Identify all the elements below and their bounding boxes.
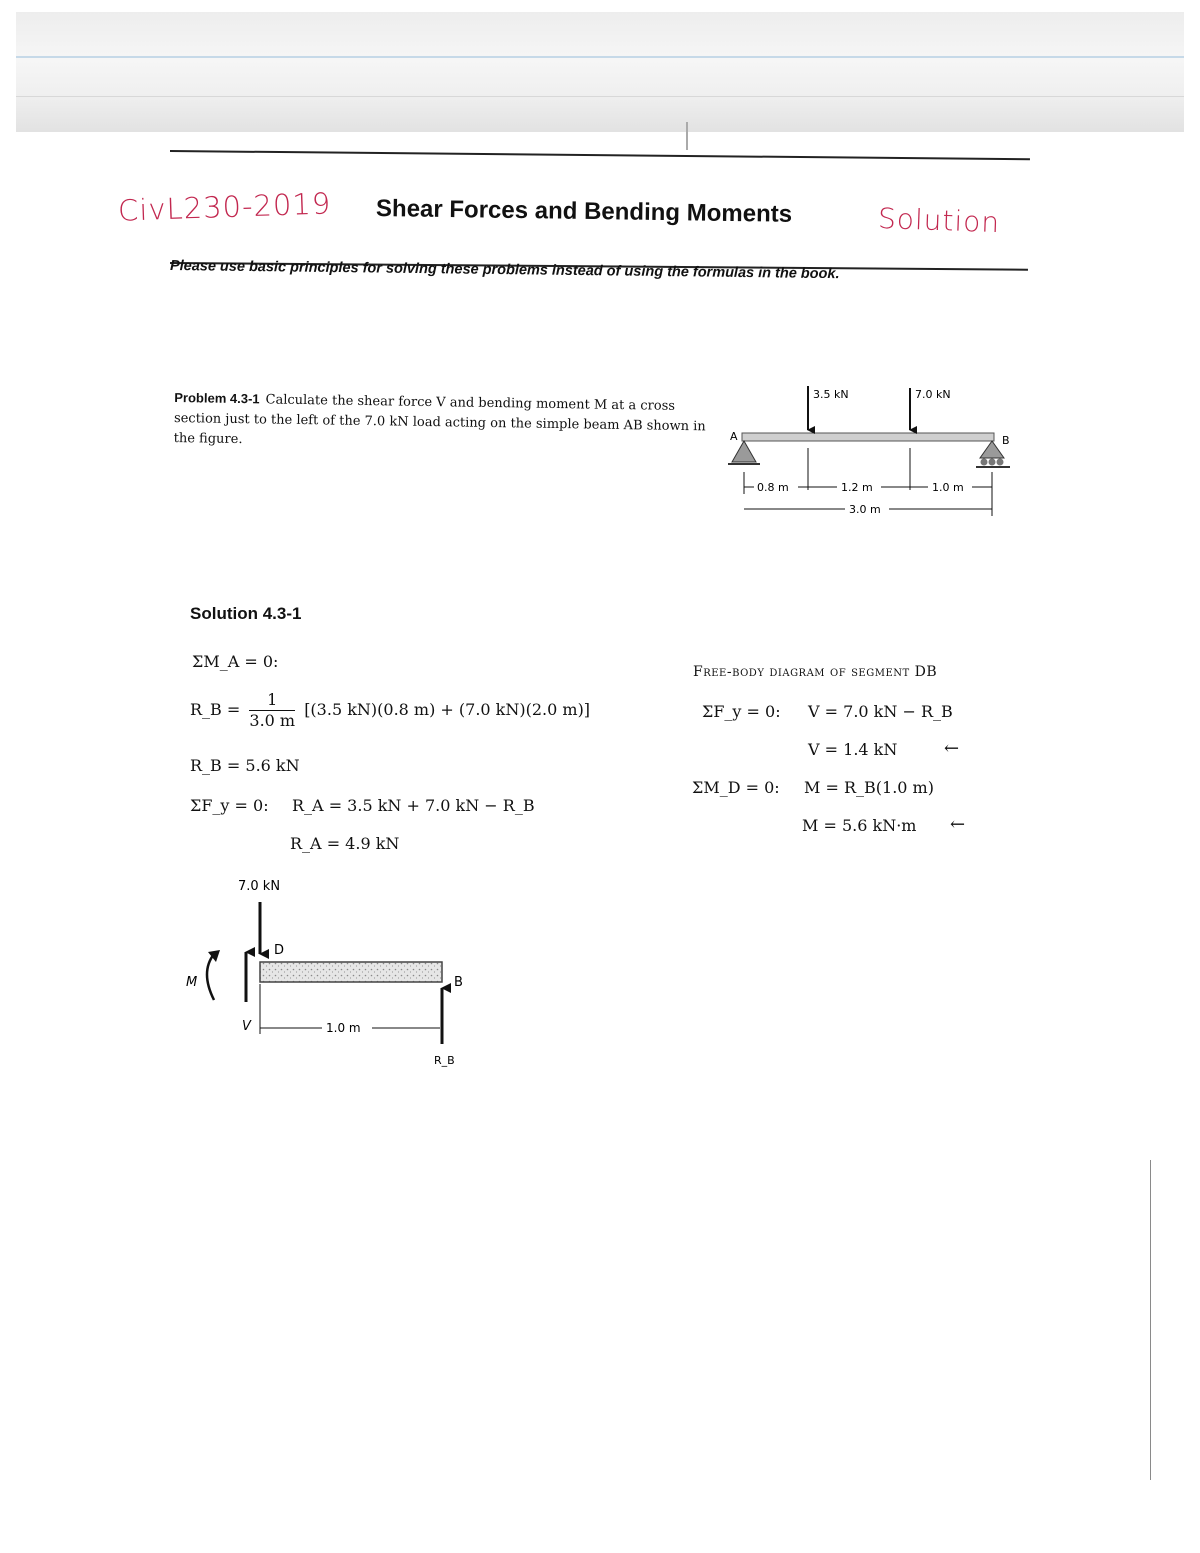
page-title: Shear Forces and Bending Moments <box>375 195 793 228</box>
dim-label-3: 1.0 m <box>932 481 964 494</box>
fbd-v-result: V = 1.4 kN <box>808 740 898 759</box>
fraction <box>249 690 295 731</box>
force-sum-y: ΣF_y = 0: <box>190 796 269 815</box>
fbd-m-result: M = 5.6 kN·m <box>802 816 917 835</box>
answer-arrow-m: ← <box>950 814 966 835</box>
beam <box>742 433 994 441</box>
rb-result: R_B = 5.6 kN <box>190 756 300 775</box>
shear-label: V <box>242 1019 251 1034</box>
answer-arrow-v: ← <box>944 738 960 759</box>
reaction-label: R_B <box>434 1054 455 1067</box>
scan-line <box>16 96 1184 97</box>
ra-result: R_A = 4.9 kN <box>290 834 400 853</box>
solution-handwriting: Solution <box>877 201 1001 240</box>
moment-sum-a: ΣM_A = 0: <box>192 652 279 671</box>
point-b-label: B <box>454 975 463 990</box>
problem-text: Calculate the shear force V and bending moment M at a cross section just to the left of the 7.0 kN load acting on the simple beam AB shown in the figure. <box>173 392 706 448</box>
rb-lhs: R_B = <box>190 700 241 719</box>
beam-segment <box>260 962 442 982</box>
dim-label-total: 3.0 m <box>849 503 881 516</box>
beam-end-b: B <box>1002 434 1010 447</box>
rb-rhs: [(3.5 kN)(0.8 m) + (7.0 kN)(2.0 m)] <box>304 700 591 719</box>
top-rule <box>170 150 1030 160</box>
fbd-m-equation: M = R_B(1.0 m) <box>804 778 934 797</box>
load-label-1: 3.5 kN <box>813 388 849 401</box>
dim-label-1: 0.8 m <box>757 481 789 494</box>
fbd-heading: Free-body diagram of segment DB <box>693 664 938 680</box>
problem-statement <box>174 388 715 457</box>
scan-header-band <box>16 12 1184 132</box>
fbd-v-equation: V = 7.0 kN − R_B <box>808 702 953 721</box>
fraction-denominator: 3.0 m <box>249 711 296 730</box>
problem-label: Problem 4.3-1 <box>174 390 260 407</box>
segment-load-label: 7.0 kN <box>238 879 281 894</box>
fraction-numerator: 1 <box>249 690 295 711</box>
moment-label: M <box>186 975 198 990</box>
moment-arc <box>207 954 214 1000</box>
scan-line <box>16 56 1184 58</box>
scan-mark <box>686 122 688 150</box>
point-d-label: D <box>274 943 285 958</box>
fbd-moment-sum: ΣM_D = 0: <box>692 778 780 797</box>
instructions: Please use basic principles for solving these problems instead of using the formulas in the book. <box>169 258 840 283</box>
scan-edge <box>1150 1160 1151 1480</box>
solution-heading: Solution 4.3-1 <box>190 604 302 623</box>
rb-equation <box>190 690 590 731</box>
dim-label-2: 1.2 m <box>841 481 873 494</box>
pin-support-a <box>728 441 760 464</box>
course-handwriting: CivL230-2019 <box>117 186 332 228</box>
ra-equation: R_A = 3.5 kN + 7.0 kN − R_B <box>292 796 535 815</box>
beam-figure <box>720 378 1020 523</box>
load-label-2: 7.0 kN <box>915 388 951 401</box>
beam-end-a: A <box>730 430 738 443</box>
segment-figure <box>172 872 482 1072</box>
segment-length-label: 1.0 m <box>326 1021 361 1035</box>
fbd-force-sum: ΣF_y = 0: <box>702 702 781 721</box>
